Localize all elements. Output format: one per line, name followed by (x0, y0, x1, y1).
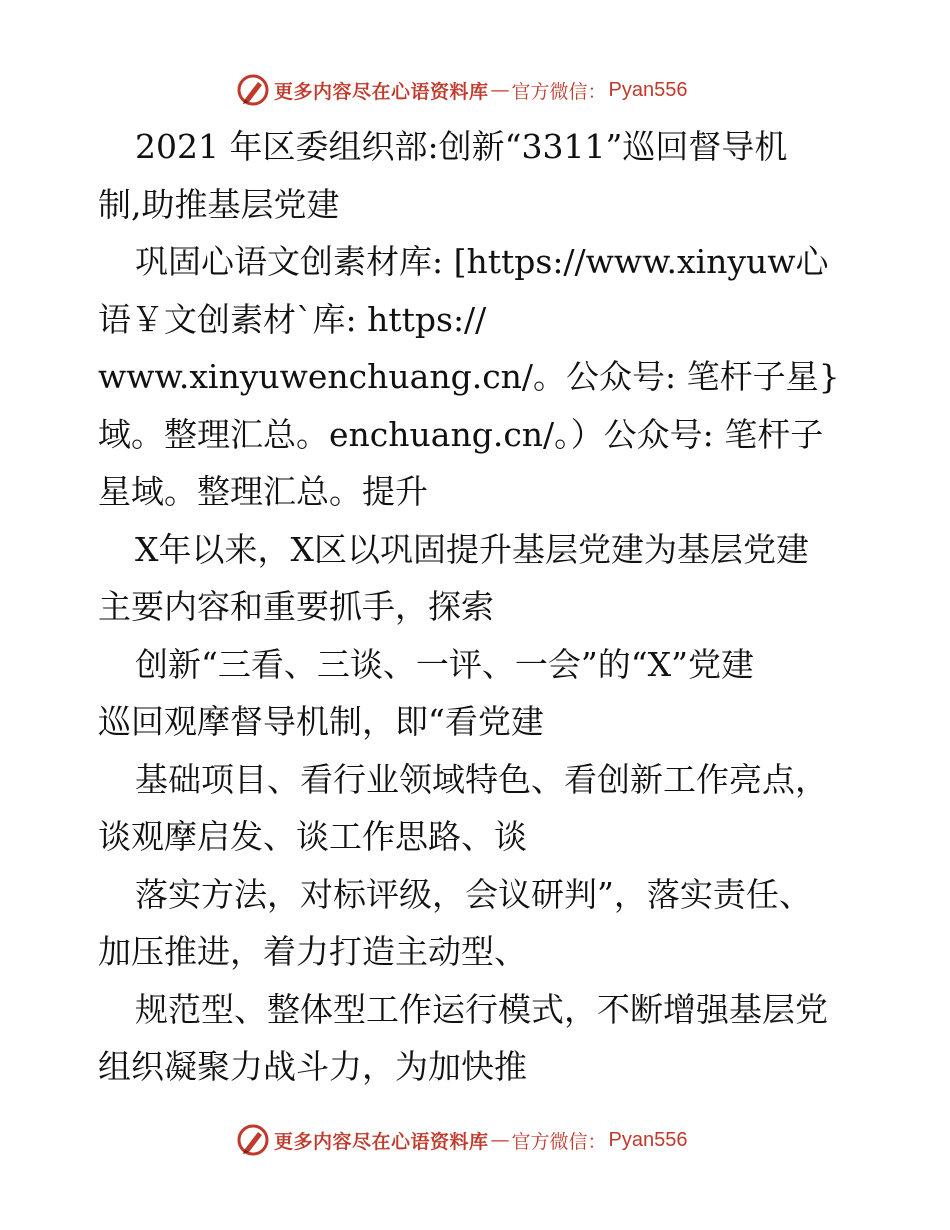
footer-watermark (236, 1122, 688, 1158)
text-line: 加压推进，着力打造主动型、 (98, 932, 527, 971)
pen-logo-icon (236, 73, 270, 107)
text-line: 语￥文创素材`库: https:// (98, 299, 487, 339)
banner-separator: — (490, 1129, 510, 1151)
banner-separator: — (490, 79, 510, 101)
document-body (98, 118, 858, 1096)
text-line: 组织凝聚力战斗力，为加快推 (98, 1047, 527, 1086)
text-line: 星域。整理汇总。提升 (98, 472, 428, 511)
text-line: 创新“三看、三谈、一评、一会”的“X”党建 (135, 644, 754, 684)
text-line: 落实方法，对标评级，会议研判”，落实责任、 (135, 874, 812, 914)
title-line-1: 2021 年区委组织部:创新“3311”巡回督导机 (135, 127, 788, 166)
banner-main-text: 更多内容尽在心语资料库 (274, 1130, 489, 1153)
banner-label: 官方微信： (511, 80, 607, 103)
text-line: 主要内容和重要抓手，探索 (98, 587, 494, 626)
banner-wechat-id: Pyan556 (608, 1128, 688, 1151)
title-line-2: 制,助推基层党建 (98, 184, 340, 224)
text-line: X年以来，X区以巩固提升基层党建为基层党建 (135, 529, 809, 569)
text-line: 基础项目、看行业领域特色、看创新工作亮点， (135, 759, 828, 799)
banner-wechat-id: Pyan556 (608, 78, 688, 101)
text-line: www.xinyuwenchuang.cn/。公众号: 笔杆子星} (98, 357, 840, 396)
banner-main-text: 更多内容尽在心语资料库 (274, 80, 489, 103)
text-line: 谈观摩启发、谈工作思路、谈 (98, 817, 527, 856)
banner-label: 官方微信： (511, 1130, 607, 1153)
text-line: 域。整理汇总。enchuang.cn/。）公众号: 笔杆子 (98, 414, 824, 454)
pen-logo-icon (236, 1123, 270, 1157)
text-line: 规范型、整体型工作运行模式，不断增强基层党 (135, 989, 828, 1029)
text-line: 巩固心语文创素材库: [https://www.xinyuw心 (135, 242, 829, 281)
text-line: 巡回观摩督导机制，即“看党建 (98, 702, 544, 741)
header-watermark (236, 72, 688, 108)
